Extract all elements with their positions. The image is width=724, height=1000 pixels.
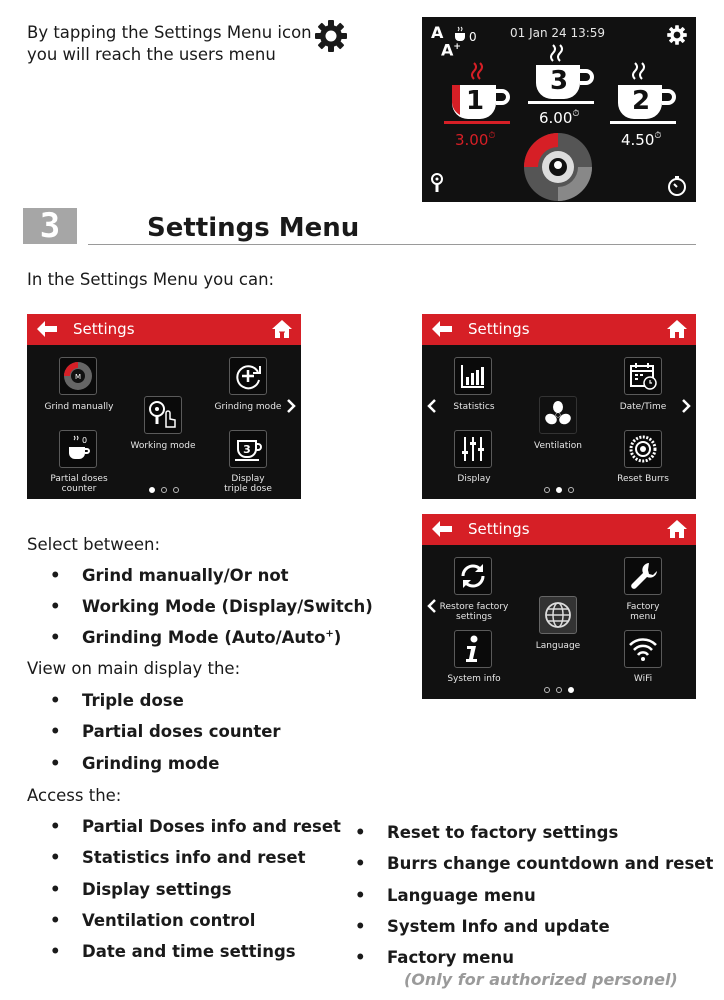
settings-title: Settings xyxy=(468,520,530,538)
ventilation-label: Ventilation xyxy=(534,441,582,451)
intro-line-1: By tapping the Settings Menu icon xyxy=(27,23,312,42)
dose-3-number: 3 xyxy=(550,66,569,96)
page-indicator xyxy=(27,487,301,493)
factory-menu-label-line2: menu xyxy=(630,612,656,622)
dose-2-value: 4.50⏱ xyxy=(621,131,662,149)
access-item xyxy=(355,854,714,873)
access-item-text: Partial Doses info and reset xyxy=(82,817,341,836)
bullet: • xyxy=(50,848,61,867)
page-dot-2[interactable] xyxy=(556,687,562,693)
page-dot-3[interactable] xyxy=(173,487,179,493)
back-arrow-icon[interactable] xyxy=(35,320,59,338)
datetime: 01 Jan 24 13:59 xyxy=(510,26,606,40)
partial-count: 0 xyxy=(469,30,477,44)
gear-icon xyxy=(313,18,349,54)
select-item-text: Grinding Mode (Auto/Auto xyxy=(82,628,326,647)
bullet: • xyxy=(50,754,61,773)
access-item-text: Reset to factory settings xyxy=(387,823,619,842)
page-indicator xyxy=(422,487,696,493)
sliders-icon xyxy=(455,431,491,467)
factory-menu-label xyxy=(603,602,683,622)
section-title: Settings Menu xyxy=(147,213,360,243)
globe-icon xyxy=(540,597,576,633)
reset-burrs-label: Reset Burrs xyxy=(617,474,669,484)
access-item-text: Language menu xyxy=(387,886,536,905)
next-page-arrow-icon[interactable] xyxy=(681,398,691,414)
select-item-text: Grind manually/Or not xyxy=(82,566,289,585)
info-icon xyxy=(455,631,491,667)
view-item xyxy=(50,754,220,773)
dose-3-value: 6.00⏱ xyxy=(539,109,580,127)
dose-1-steam-icon xyxy=(470,61,484,81)
display-triple-dose-tile[interactable] xyxy=(229,430,267,468)
mode-indicator[interactable] xyxy=(431,23,461,60)
display-settings-label: Display xyxy=(457,474,491,484)
dose-2-number: 2 xyxy=(632,86,651,116)
view-item-text: Triple dose xyxy=(82,691,184,710)
wifi-icon xyxy=(625,631,661,667)
triple-cup-icon xyxy=(230,431,266,467)
access-item xyxy=(355,917,610,936)
portafilter-icon xyxy=(430,173,444,193)
mode-label: A xyxy=(431,23,444,42)
dose-1-number: 1 xyxy=(466,86,485,116)
select-item xyxy=(50,566,289,585)
svg-text:0: 0 xyxy=(82,436,88,445)
grinding-mode-tile[interactable] xyxy=(229,357,267,395)
bullet: • xyxy=(50,566,61,585)
main-display-screen xyxy=(422,17,696,202)
page-dot-1[interactable] xyxy=(544,687,550,693)
dose-1-value-text: 3.00 xyxy=(455,131,489,149)
page-dot-2[interactable] xyxy=(556,487,562,493)
bullet: • xyxy=(355,948,366,967)
display-triple-dose-label-line1: Display xyxy=(231,474,265,484)
settings-gear-icon[interactable] xyxy=(666,24,688,46)
bar-chart-icon xyxy=(455,358,491,394)
mode-sup: + xyxy=(453,42,461,52)
touch-icon xyxy=(145,397,181,433)
settings-header xyxy=(422,514,696,545)
access-item-text: Factory menu xyxy=(387,948,514,967)
settings-title: Settings xyxy=(73,320,135,338)
grinder-dial-icon[interactable] xyxy=(520,129,596,202)
svg-text:3: 3 xyxy=(243,443,251,456)
settings-header xyxy=(422,314,696,345)
rotate-plus-icon xyxy=(230,358,266,394)
access-item xyxy=(355,886,536,905)
back-arrow-icon[interactable] xyxy=(430,320,454,338)
view-item-text: Partial doses counter xyxy=(82,722,281,741)
bullet: • xyxy=(50,597,61,616)
grinding-mode-label: Grinding mode xyxy=(214,402,282,412)
display-triple-dose-label-line2: triple dose xyxy=(224,484,272,494)
settings-screen-page-1 xyxy=(27,314,301,499)
intro-line-2: you will reach the users menu xyxy=(27,45,276,64)
statistics-label: Statistics xyxy=(453,402,495,412)
intro-text xyxy=(27,22,347,66)
restore-factory-tile[interactable] xyxy=(454,557,492,595)
grind-manually-tile[interactable] xyxy=(59,357,97,395)
bullet: • xyxy=(50,911,61,930)
access-item xyxy=(50,880,232,899)
bullet: • xyxy=(50,880,61,899)
burr-icon xyxy=(625,431,661,467)
grind-icon xyxy=(60,358,96,394)
restore-factory-label-line1: Restore factory xyxy=(439,602,509,612)
system-info-tile[interactable] xyxy=(454,630,492,668)
view-heading: View on main display the: xyxy=(27,659,241,678)
page-dot-1[interactable] xyxy=(149,487,155,493)
bullet: • xyxy=(355,917,366,936)
access-item-text: Burrs change countdown and reset xyxy=(387,854,714,873)
dose-3-value-text: 6.00 xyxy=(539,109,573,127)
authorized-note: (Only for authorized personel) xyxy=(404,970,678,989)
access-item-text: Display settings xyxy=(82,880,232,899)
access-item-text: Date and time settings xyxy=(82,942,296,961)
mode-label-auto: A xyxy=(441,40,454,60)
section-number-box: 3 xyxy=(23,208,77,244)
access-item xyxy=(50,848,306,867)
home-icon[interactable] xyxy=(666,518,688,540)
dose-2-button[interactable] xyxy=(610,83,678,127)
language-tile[interactable] xyxy=(539,596,577,634)
grind-manually-label: Grind manually xyxy=(44,402,114,412)
select-item-suffix: ) xyxy=(333,628,342,647)
select-heading: Select between: xyxy=(27,535,161,554)
back-arrow-icon[interactable] xyxy=(430,520,454,538)
partial-doses-tile[interactable] xyxy=(59,430,97,468)
partial-doses-label-line2: counter xyxy=(61,484,97,494)
dose-2-value-text: 4.50 xyxy=(621,131,655,149)
settings-title: Settings xyxy=(468,320,530,338)
partial-cup-icon xyxy=(452,25,468,43)
home-icon[interactable] xyxy=(666,318,688,340)
page-dot-3[interactable] xyxy=(568,687,574,693)
page-dot-3[interactable] xyxy=(568,487,574,493)
display-settings-tile[interactable] xyxy=(454,430,492,468)
restore-icon xyxy=(455,558,491,594)
home-icon[interactable] xyxy=(271,318,293,340)
bullet: • xyxy=(50,691,61,710)
dose-1-button[interactable] xyxy=(444,83,512,127)
dose-1-value: 3.00⏱ xyxy=(455,131,496,149)
select-item xyxy=(50,628,342,647)
access-item xyxy=(50,942,296,961)
wifi-label: WiFi xyxy=(633,674,653,684)
svg-text:M: M xyxy=(74,373,82,381)
date-time-label: Date/Time xyxy=(619,402,667,412)
cup-icon xyxy=(60,431,96,467)
factory-menu-tile[interactable] xyxy=(624,557,662,595)
access-item xyxy=(50,911,256,930)
date-time-tile[interactable] xyxy=(624,357,662,395)
ventilation-tile[interactable] xyxy=(539,396,577,434)
view-item xyxy=(50,722,281,741)
settings-header xyxy=(27,314,301,345)
language-label: Language xyxy=(535,641,581,651)
restore-factory-label-line2: settings xyxy=(456,612,492,622)
fan-icon xyxy=(540,397,576,433)
access-heading: Access the: xyxy=(27,786,122,805)
select-item xyxy=(50,597,373,616)
working-mode-label: Working mode xyxy=(130,441,196,451)
view-item xyxy=(50,691,184,710)
bullet: • xyxy=(355,886,366,905)
bullet: • xyxy=(50,722,61,741)
working-mode-tile[interactable] xyxy=(144,396,182,434)
select-item-text: Working Mode (Display/Switch) xyxy=(82,597,373,616)
system-info-label: System info xyxy=(447,674,501,684)
access-item-text: Statistics info and reset xyxy=(82,848,306,867)
view-item-text: Grinding mode xyxy=(82,754,220,773)
bullet: • xyxy=(50,817,61,836)
dose-3-steam-icon xyxy=(549,43,565,63)
section-divider xyxy=(88,244,696,245)
access-item xyxy=(50,817,341,836)
next-page-arrow-icon[interactable] xyxy=(286,398,296,414)
settings-screen-page-3 xyxy=(422,514,696,699)
factory-menu-label-line1: Factory xyxy=(626,602,660,612)
calendar-icon xyxy=(625,358,661,394)
access-item xyxy=(355,823,619,842)
wrench-icon xyxy=(625,558,661,594)
access-item-text: System Info and update xyxy=(387,917,610,936)
dose-2-steam-icon xyxy=(631,61,647,81)
bullet: • xyxy=(50,628,61,647)
dose-3-button[interactable] xyxy=(528,63,596,107)
partial-doses-label-line1: Partial doses xyxy=(50,474,108,484)
timer-icon[interactable] xyxy=(666,175,688,197)
bullet: • xyxy=(355,823,366,842)
access-item-text: Ventilation control xyxy=(82,911,256,930)
reset-burrs-tile[interactable] xyxy=(624,430,662,468)
restore-factory-label xyxy=(432,602,516,622)
page-dot-2[interactable] xyxy=(161,487,167,493)
settings-screen-page-2 xyxy=(422,314,696,499)
statistics-tile[interactable] xyxy=(454,357,492,395)
access-item xyxy=(355,948,514,967)
bullet: • xyxy=(355,854,366,873)
page-indicator xyxy=(422,687,696,693)
page-dot-1[interactable] xyxy=(544,487,550,493)
settings-subheading: In the Settings Menu you can: xyxy=(27,270,275,289)
bullet: • xyxy=(50,942,61,961)
select-item-sup: + xyxy=(325,628,334,640)
wifi-tile[interactable] xyxy=(624,630,662,668)
